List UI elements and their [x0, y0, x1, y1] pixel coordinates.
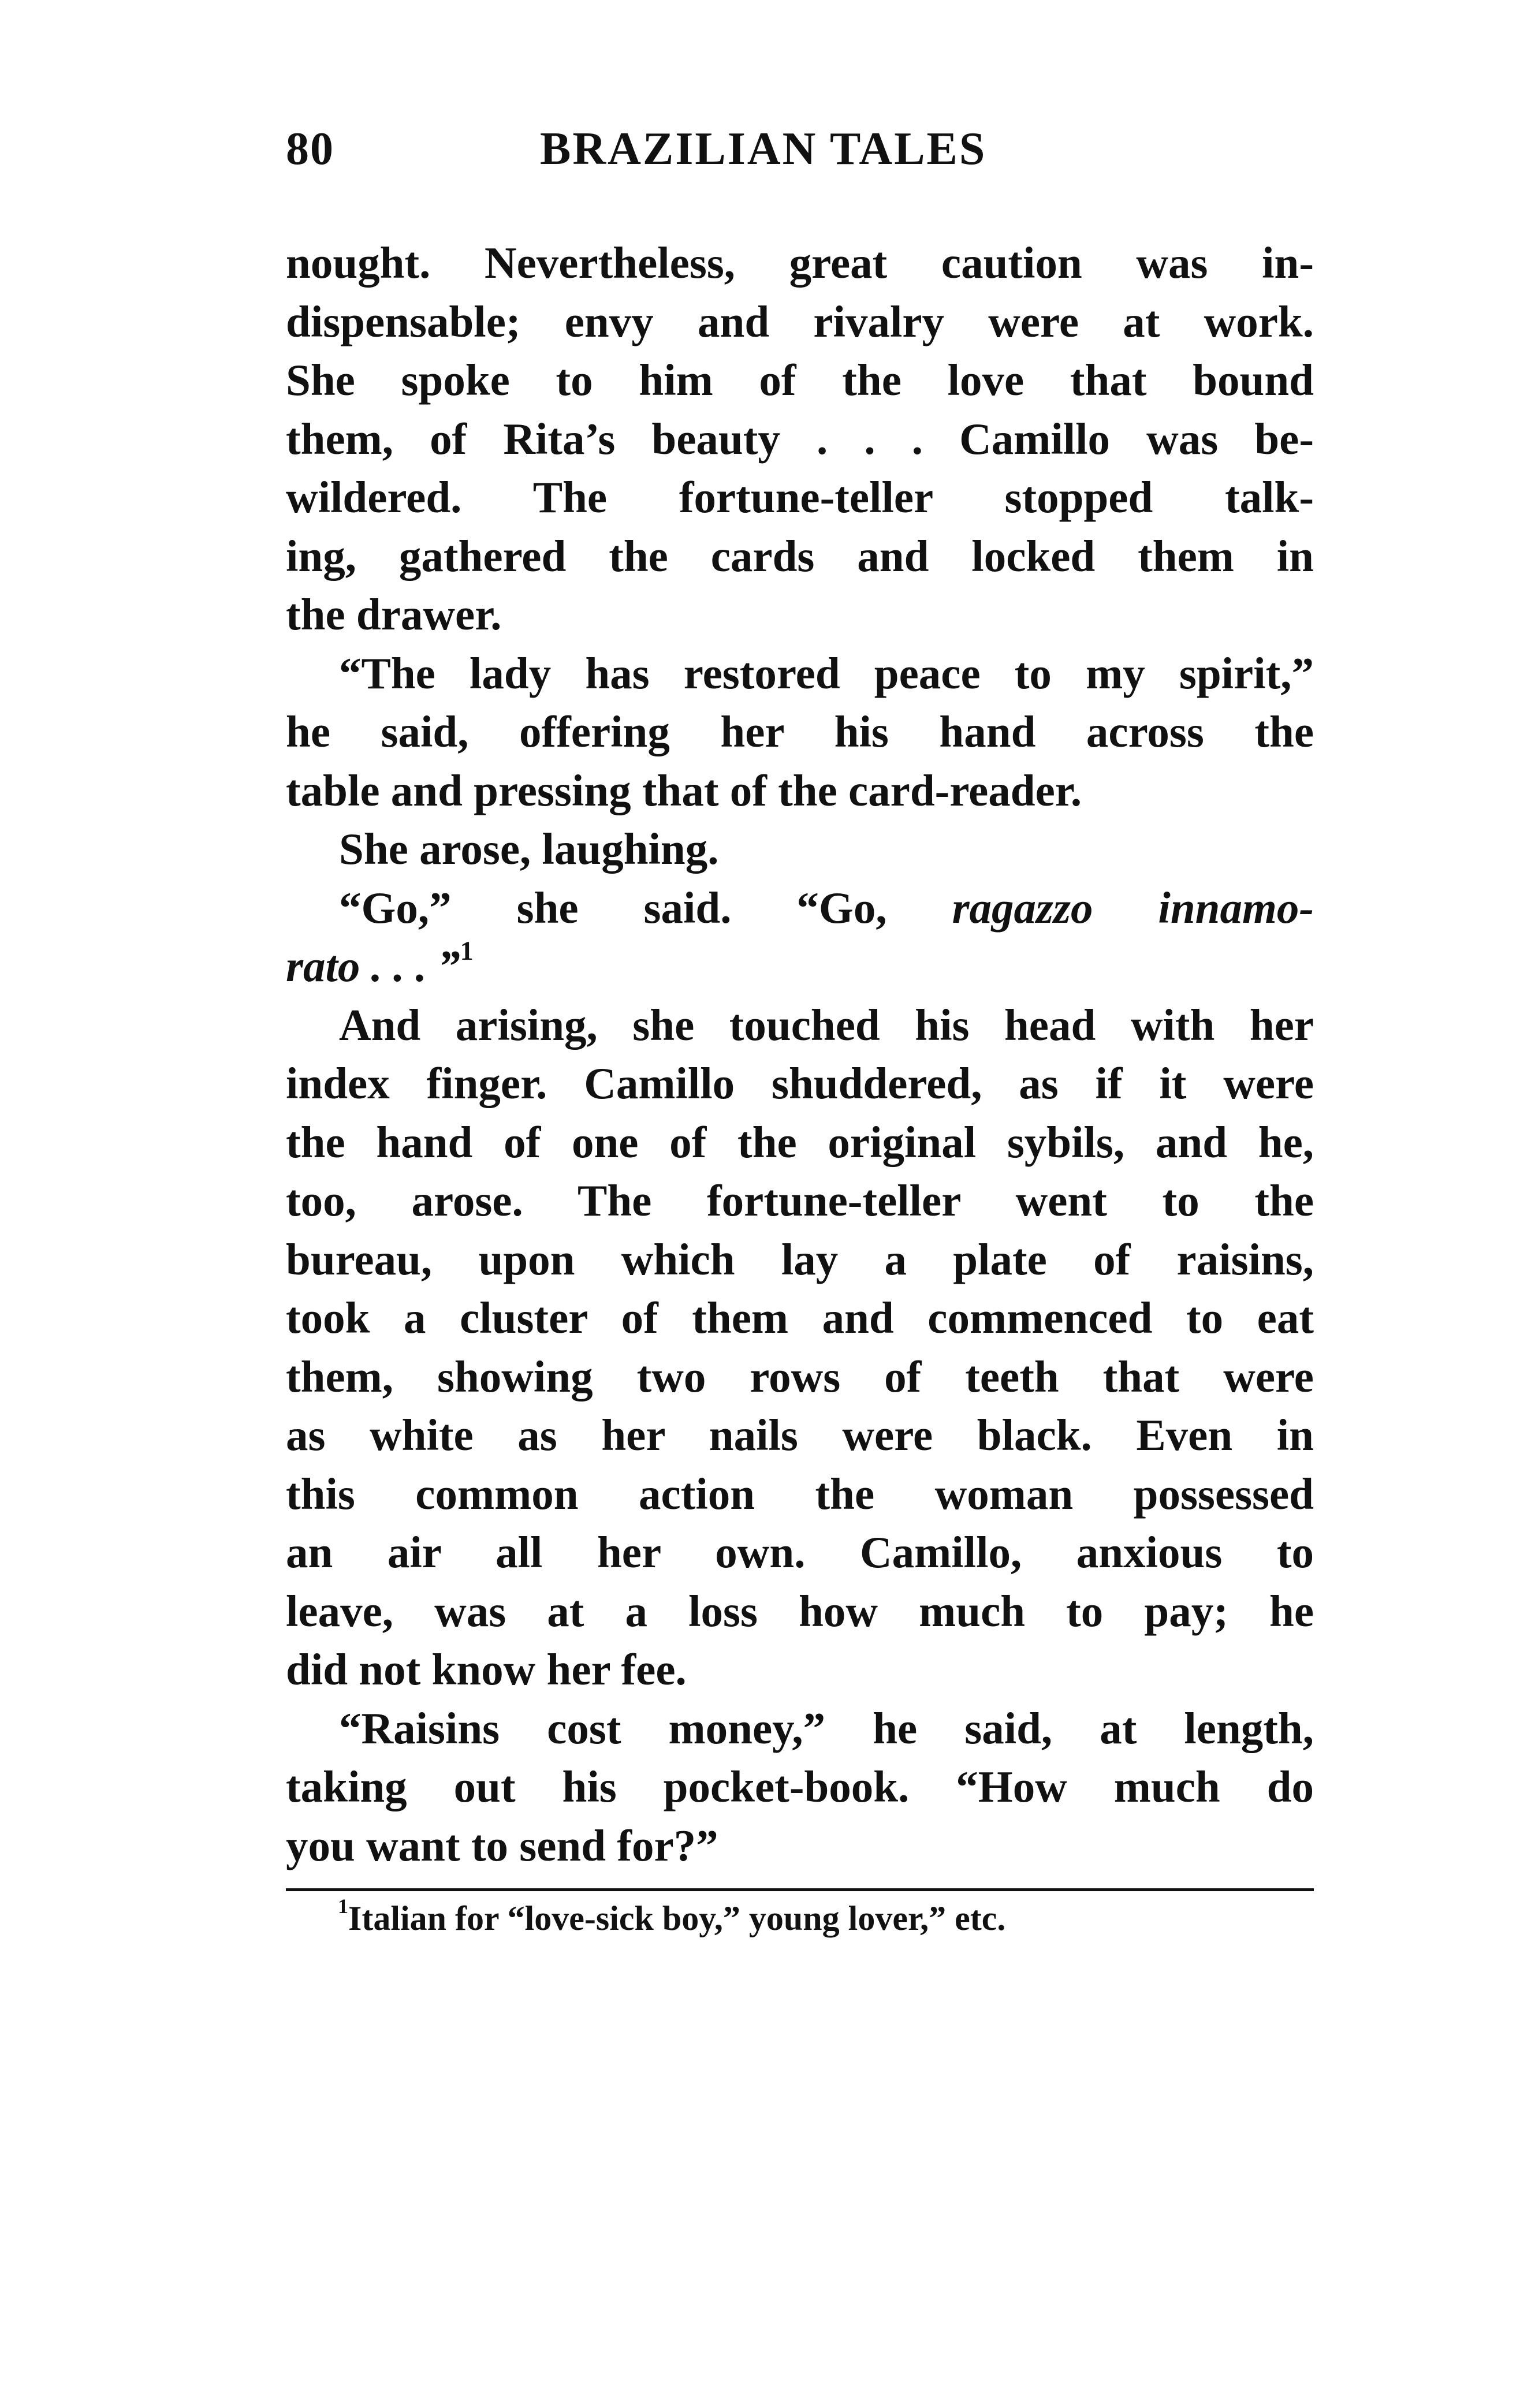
text-line: She arose, laughing. — [339, 824, 719, 874]
text-line: them, of Rita’s beauty . . . Camillo was be- — [286, 413, 1314, 464]
page-header — [286, 120, 1314, 178]
text-line: took a cluster of them and commenced to eat — [286, 1293, 1314, 1343]
text-line: She spoke to him of the love that bound — [286, 355, 1314, 405]
footnote-marker: 1 — [338, 1895, 348, 1918]
text-line: table and pressing that of the card-reader. — [286, 765, 1082, 815]
text-line: did not know her fee. — [286, 1645, 687, 1694]
text-line: this common action the woman possessed — [286, 1468, 1314, 1519]
text-line: bureau, upon which lay a plate of raisins, — [286, 1234, 1314, 1284]
footnote-divider — [286, 1888, 1314, 1891]
text-line: index finger. Camillo shuddered, as if it were — [286, 1058, 1314, 1108]
text-line: them, showing two rows of teeth that were — [286, 1351, 1314, 1401]
text-line: you want to send for?” — [286, 1820, 718, 1870]
text-line: an air all her own. Camillo, anxious to — [286, 1527, 1314, 1577]
text-line: “Raisins cost money,” he said, at length, — [339, 1703, 1314, 1753]
footnote-reference: 1 — [460, 936, 474, 966]
text-line-with-italic — [286, 879, 1314, 938]
running-head: BRAZILIAN TALES — [540, 124, 987, 174]
text-line: dispensable; envy and rivalry were at work. — [286, 296, 1314, 346]
text-line: ing, gathered the cards and locked them in — [286, 531, 1314, 581]
dialogue-text: “Go,” she said. “Go, — [339, 882, 887, 933]
footnote — [338, 1895, 1320, 1941]
text-line: he said, offering her his hand across the — [286, 707, 1314, 756]
body-text — [286, 234, 1314, 1875]
text-line-with-footnote-ref — [286, 937, 1314, 996]
italic-phrase: ragazzo innamo- — [952, 882, 1314, 933]
text-line: nought. Nevertheless, great caution was in- — [286, 238, 1314, 288]
text-line: the drawer. — [286, 590, 502, 639]
page-number: 80 — [286, 124, 334, 174]
text-line: And arising, she touched his head with her — [339, 1000, 1314, 1050]
text-line: “The lady has restored peace to my spirit,” — [339, 648, 1314, 698]
text-line: leave, was at a loss how much to pay; he — [286, 1586, 1314, 1636]
text-line: wildered. The fortune-teller stopped talk- — [286, 472, 1314, 522]
text-line: taking out his pocket-book. “How much do — [286, 1762, 1314, 1811]
footnote-text: Italian for “love-sick boy,” young lover,” etc. — [348, 1899, 1006, 1937]
text-line: too, arose. The fortune-teller went to the — [286, 1176, 1314, 1225]
text-line: the hand of one of the original sybils, and he, — [286, 1117, 1314, 1167]
italic-phrase: rato . . . ” — [286, 941, 460, 991]
text-line: as white as her nails were black. Even in — [286, 1410, 1314, 1460]
